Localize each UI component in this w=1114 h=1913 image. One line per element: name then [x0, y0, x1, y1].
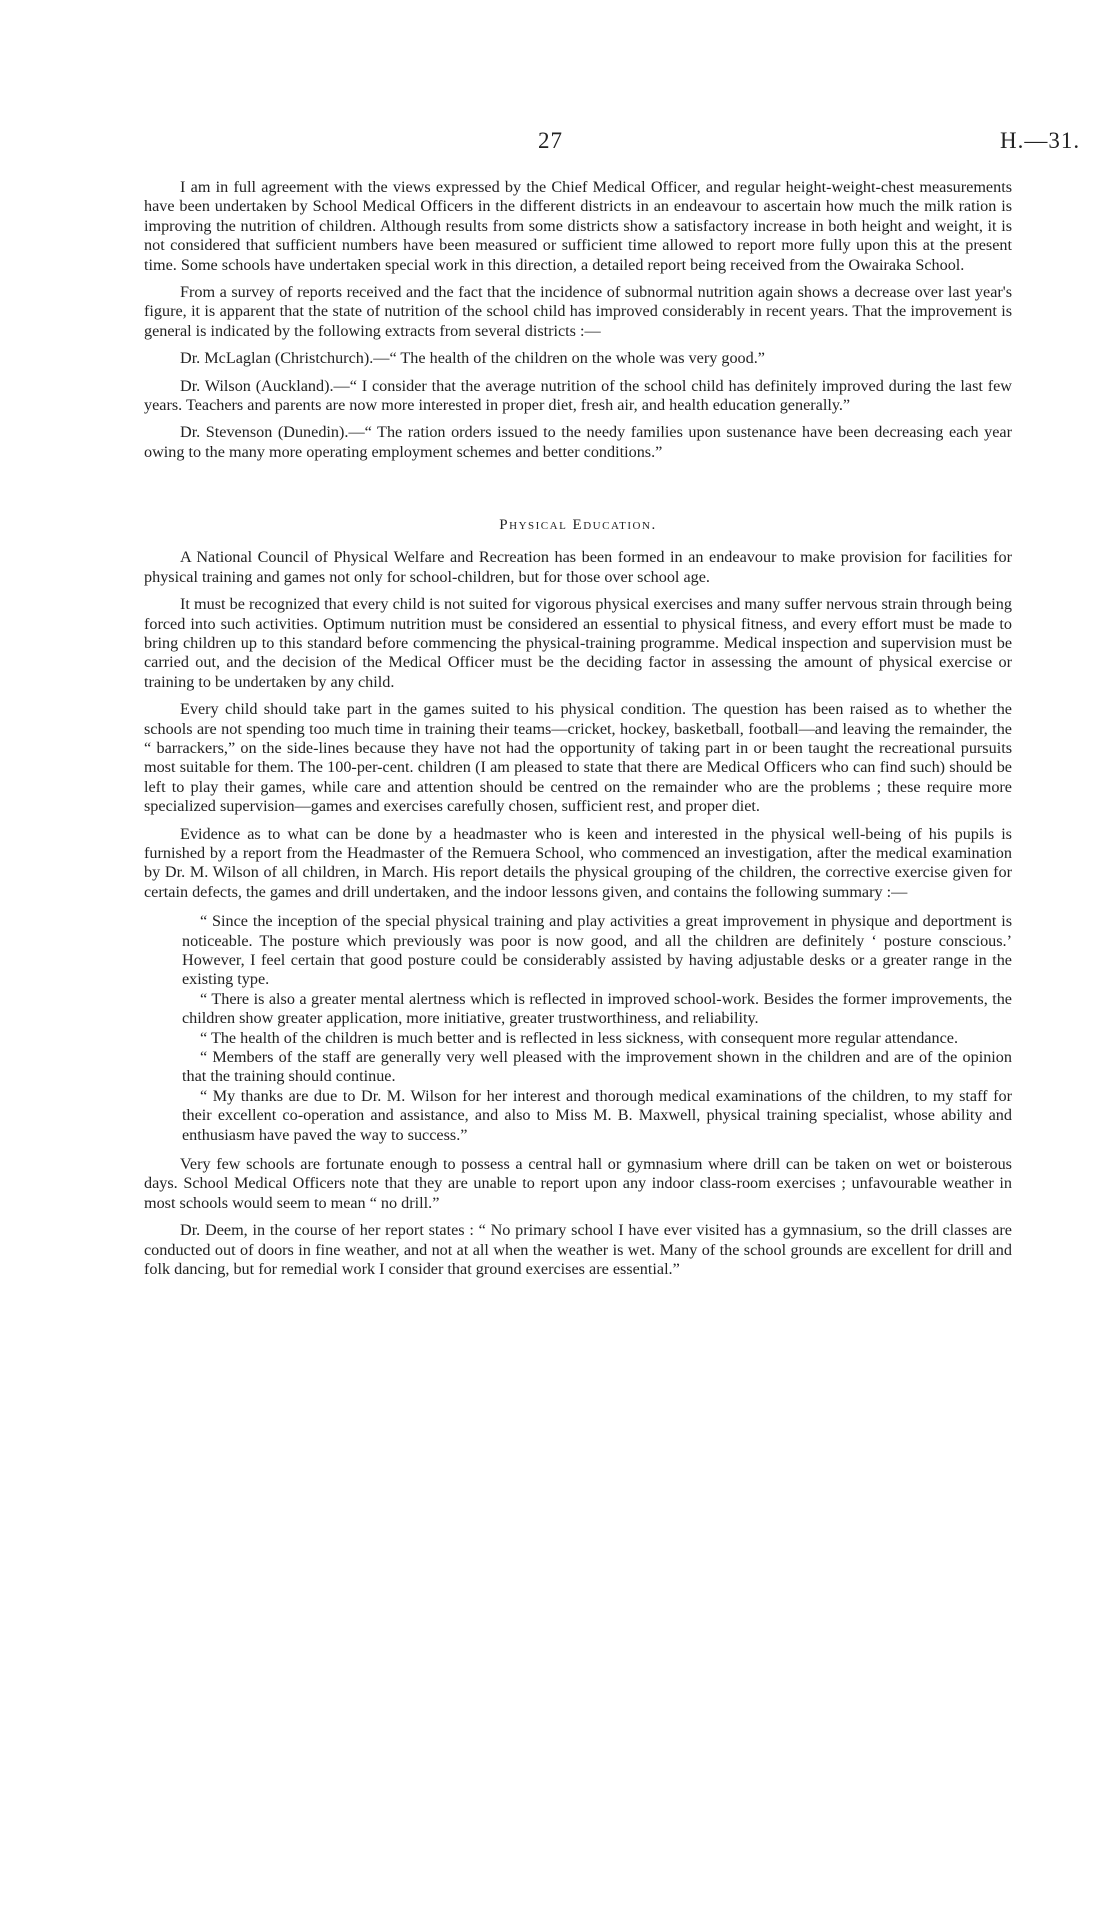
quote-paragraph: “ Since the inception of the special physical training and play activities a great improvement in physique and deportment is noticeable. The posture which previously was poor is now good, and all the children are definitely ‘ posture conscious.’ However, I feel certain that good posture could be considerably assisted by having adjustable desks or a greater range in the existing type.: [182, 912, 1012, 989]
extract-christchurch: Dr. McLaglan (Christchurch).—“ The health of the children on the whole was very good.”: [180, 349, 765, 368]
paragraph: It must be recognized that every child is not suited for vigorous physical exercises and many suffer nervous strain through being forced into such activities. Optimum nutrition must be considered an essential to physical fitness, and every effort must be made to bring children up to this standard before commencing the physical-training programme. Medical inspection and supervision must be carried out, and the decision of the Medical Officer must be the deciding factor in assessing the amount of physical exercise or training to be undertaken by any child.: [144, 595, 1012, 691]
quote-paragraph: “ My thanks are due to Dr. M. Wilson for her interest and thorough medical examinations of the children, to my staff for their excellent co-operation and assistance, and also to Miss M. B. Maxwell, physical training specialist, whose ability and enthusiasm have paved the way to success.”: [182, 1086, 1012, 1144]
quote-paragraph: “ There is also a greater mental alertness which is reflected in improved school-work. Besides the former improvements, the children show greater application, more initiative, greater trustworthiness, and reliability.: [182, 989, 1012, 1028]
paragraph: Every child should take part in the games suited to his physical condition. The question has been raised as to whether the schools are not spending too much time in training their teams—cricket, hockey, basketball, football—and leaving the remainder, the “ barrackers,” on the side-lines because they have not had the opportunity of taking part in or been taught the recreational pursuits most suitable for them. The 100-per-cent. children (I am pleased to state that there are Medical Officers who can find such) should be left to play their games, while care and attention should be centred on the remainder who are the problems ; these require more specialized supervision—games and exercises carefully chosen, sufficient rest, and proper diet.: [144, 700, 1012, 816]
extract-auckland: Dr. Wilson (Auckland).—“ I consider that the average nutrition of the school child has definitely improved during the last few years. Teachers and parents are now more interested in proper diet, fresh air, and health education generally.”: [144, 376, 1012, 415]
paragraph: Very few schools are fortunate enough to possess a central hall or gymnasium where drill can be taken on wet or boisterous days. School Medical Officers note that they are unable to report upon any indoor class-room exercises ; unfavourable weather in most schools would seem to mean “ no drill.”: [144, 1155, 1012, 1212]
page-number: 27: [538, 128, 563, 153]
headmaster-summary-quote: [182, 912, 1012, 1145]
paragraph: Evidence as to what can be done by a headmaster who is keen and interested in the physical well-being of his pupils is furnished by a report from the Headmaster of the Remuera School, who commenced an investigation, after the medical examination by Dr. M. Wilson of all children, in March. His report details the physical grouping of the children, the corrective exercise given for certain defects, the games and drill undertaken, and the indoor lessons given, and contains the following summary :—: [144, 824, 1012, 901]
paragraph: Dr. Deem, in the course of her report states : “ No primary school I have ever visited has a gymnasium, so the drill classes are conducted out of doors in fine weather, and not at all when the weather is wet. Many of the school grounds are excellent for drill and folk dancing, but for remedial work I consider that ground exercises are essential.”: [144, 1221, 1012, 1279]
section-heading: Physical Education.: [499, 517, 657, 534]
document-reference: H.—31.: [1000, 128, 1081, 153]
paragraph: From a survey of reports received and the fact that the incidence of subnormal nutrition again shows a decrease over last year's figure, it is apparent that the state of nutrition of the school child has improved considerably in recent years. That the improvement is general is indicated by the following extracts from several districts :—: [144, 283, 1012, 340]
quote-paragraph: “ Members of the staff are generally very well pleased with the improvement shown in the children and are of the opinion that the training should continue.: [182, 1048, 1012, 1086]
quote-paragraph: “ The health of the children is much better and is reflected in less sickness, with consequent more regular attendance.: [200, 1028, 958, 1047]
extract-dunedin: Dr. Stevenson (Dunedin).—“ The ration orders issued to the needy families upon sustenance have been decreasing each year owing to the many more operating employment schemes and better conditions.”: [144, 423, 1012, 461]
paragraph: I am in full agreement with the views expressed by the Chief Medical Officer, and regular height-weight-chest measurements have been undertaken by School Medical Officers in the different districts in an endeavour to ascertain how much the milk ration is improving the nutrition of children. Although results from some districts show a satisfactory increase in both height and weight, it is not considered that sufficient numbers have been measured or sufficient time allowed to report more fully upon this at the present time. Some schools have undertaken special work in this direction, a detailed report being received from the Owairaka School.: [144, 178, 1012, 274]
page-body: [144, 178, 1012, 1280]
paragraph: A National Council of Physical Welfare and Recreation has been formed in an endeavour to make provision for facilities for physical training and games not only for school-children, but for those over school age.: [144, 548, 1012, 586]
